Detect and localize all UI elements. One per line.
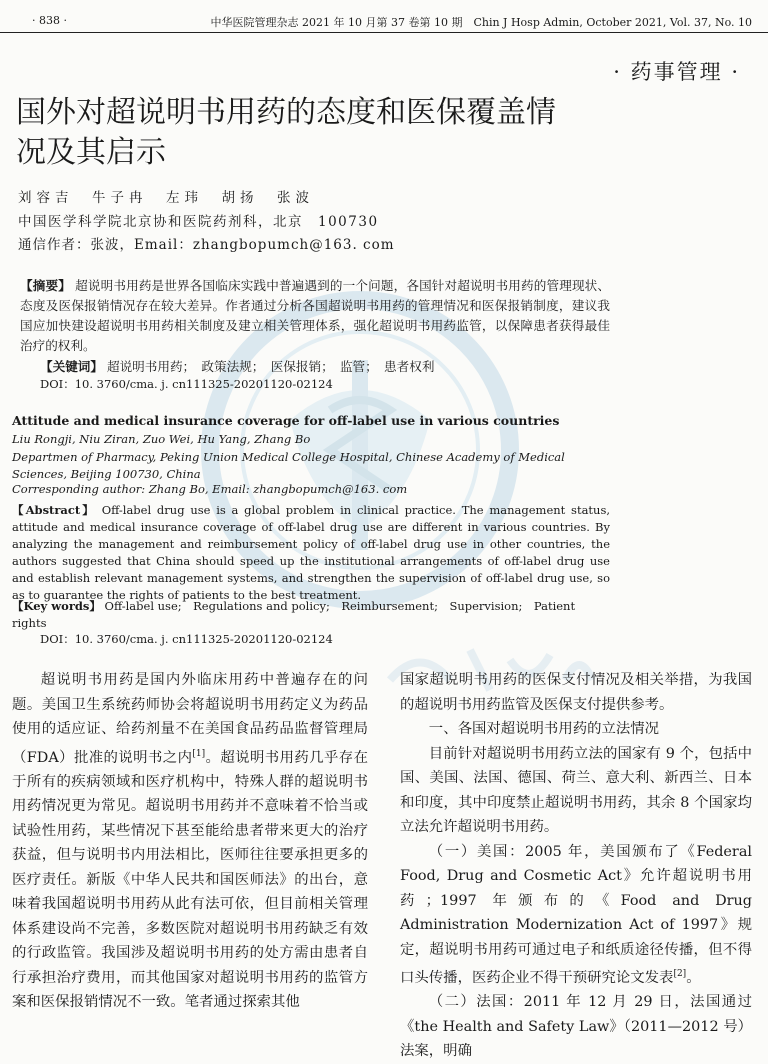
- abstract-cn-text: 超说明书用药是世界各国临床实践中普遍遇到的一个问题，各国针对超说明书用药的管理现状、态度及医保报销情况存在较大差异。作者通过分析各国超说明书用药的管理情况和医保报销制度，建议我国应加快建设超说明书用药相关制度及建立相关管理体系，强化超说明书用药监管，以保障患者获得最佳治疗的权利。: [20, 278, 611, 353]
- doi-cn: DOI：10. 3760/cma. j. cn111325-20201120-02124: [40, 377, 333, 391]
- section-heading: 一、各国对超说明书用药的立法情况: [428, 721, 660, 737]
- corresponding-author-cn: 通信作者：张波，Email：zhangbopumch@163. com: [18, 237, 395, 253]
- corresponding-author-en: Corresponding author: Zhang Bo, Email: zhangbopumch@163. com: [12, 482, 408, 496]
- paragraph-text: 超说明书用药是国内外临床用药中普遍存在的问题。美国卫生系统药师协会将超说明书用药定义为药品使用的适应证、给药剂量不在美国食品药品监督管理局（FDA）批准的说明书之内: [12, 672, 368, 766]
- abstract-en-text: Off-label drug use is a global problem in clinical practice. The management status, attitude and medical insurance coverage of off-label drug use are different in various countries. By analyzing the management and reimbursement policy of off-label drug use in other countries, the authors suggested that China should speed up the institutional arrangements of off-label drug use and establish relevant management systems, and strengthen the supervision of off-label drug use, so as to guarantee the rights of patients to the best treatment.: [12, 503, 611, 602]
- body-column-right: [400, 668, 752, 1064]
- keywords-en-text: Off-label use; Regulations and policy; Reimbursement; Supervision; Patient rights: [12, 599, 576, 630]
- body-paragraph: 国家超说明书用药的医保支付情况及相关举措，为我国的超说明书用药监管及医保支付提供参考。: [400, 672, 752, 713]
- doi-en: DOI：10. 3760/cma. j. cn111325-20201120-02124: [40, 632, 333, 646]
- abstract-cn: [20, 276, 610, 356]
- keywords-cn-label: 【关键词】: [40, 359, 103, 374]
- abstract-en: [12, 502, 610, 604]
- keywords-en: [12, 598, 610, 632]
- section-label: · 药事管理 ·: [613, 60, 740, 84]
- body-paragraph: 目前针对超说明书用药立法的国家有 9 个，包括中国、美国、法国、德国、荷兰、意大利、新西兰、日本和印度，其中印度禁止超说明书用药，其余 8 个国家均立法允许超说明书用药。: [400, 745, 752, 835]
- body-column-left: [12, 668, 368, 1015]
- keywords-cn-text: 超说明书用药； 政策法规； 医保报销； 监管； 患者权利: [106, 359, 435, 374]
- article-title-en: Attitude and medical insurance coverage for off-label use in various countries: [12, 413, 560, 428]
- affiliation-cn: 中国医学科学院北京协和医院药剂科，北京 100730: [18, 214, 379, 230]
- reference-marker[interactable]: [2]: [673, 969, 687, 979]
- reference-marker[interactable]: [1]: [192, 748, 206, 759]
- abstract-en-label: 【Abstract】: [12, 503, 96, 517]
- keywords-en-label: 【Key words】: [12, 599, 101, 613]
- article-title: 国外对超说明书用药的态度和医保覆盖情况及其启示: [16, 95, 556, 170]
- keywords-cn: [40, 356, 434, 375]
- body-paragraph: （二）法国：2011 年 12 月 29 日，法国通过《the Health and Safety Law》（2011—2012 号）法案，明确: [400, 994, 752, 1060]
- authors-en: Liu Rongji, Niu Ziran, Zuo Wei, Hu Yang, Zhang Bo: [12, 432, 311, 446]
- body-paragraph: [12, 668, 368, 1015]
- page-number: · 838 ·: [32, 14, 67, 27]
- body-paragraph: [400, 840, 752, 991]
- paragraph-text: 。超说明书用药几乎存在于所有的疾病领域和医疗机构中，特殊人群的超说明书用药情况更为常见。超说明书用药并不意味着不恰当或试验性用药，某些情况下甚至能给患者带来更大的治疗获益，但与说明书内用法相比，医师往往要承担更多的医疗责任。新版《中华人民共和国医师法》的出台，意味着我国超说明书用药从此有法可依，但目前相关管理体系建设尚不完善，多数医院对超说明书用药缺乏有效的行政监管。我国涉及超说明书用药的处方需由患者自行承担治疗费用，而其他国家对超说明书用药的监管方案和医保报销情况不一致。笔者通过探索其他: [12, 749, 368, 1011]
- running-header: [0, 10, 768, 33]
- department-en: Departmen of Pharmacy, Peking Union Medical College Hospital, Chinese Academy of Medical Sciences, Beijing 100730, China: [12, 450, 565, 481]
- paragraph-text: 。: [686, 969, 701, 986]
- paragraph-text: （一）美国：2005 年，美国颁布了《Federal Food, Drug and Cosmetic Act》允许超说明书用药；1997 年颁布的《Food and Drug Administration Modernization Act of 1997》规定，超说明书用药可通过电子和纸质途径传播，但不得口头传播，医药企业不得干预研究论文发表: [400, 843, 752, 986]
- abstract-cn-label: 【摘要】: [20, 278, 71, 293]
- authors-cn: 刘容吉 牛子冉 左玮 胡扬 张波: [18, 190, 314, 206]
- journal-citation: 中华医院管理杂志 2021 年 10 月第 37 卷第 10 期 Chin J Hosp Admin, October 2021, Vol. 37, No. 10: [210, 16, 752, 29]
